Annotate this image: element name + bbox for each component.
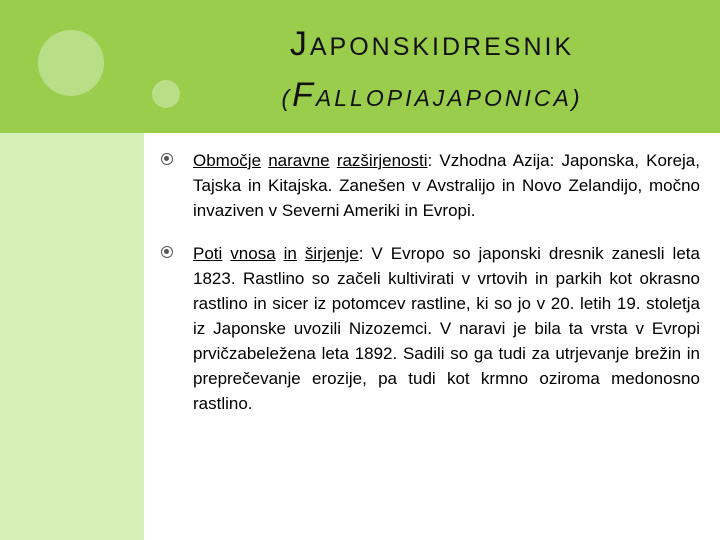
slide-content <box>160 140 700 434</box>
bullet-label-word: razširjenosti <box>336 151 428 170</box>
bullet-label-word: Območje <box>193 151 262 170</box>
bullet-label-word: Poti <box>193 244 223 263</box>
title-banner <box>0 0 720 133</box>
decorative-circle-small <box>152 80 180 108</box>
bullet-label-word: in <box>283 244 297 263</box>
bullet-text: : V Evropo so japonski dresnik zanesli leta 1823. Rastlino so začeli kultivirati v vrtovih in parkih kot okrasno rastlino in sicer iz potomcev rastline, ki so jo v 20. letih 19. stoletja iz Japonske uvozili Nizozemci. V naravi je bila ta vrsta v Evropi prvičzabeležena leta 1892. Sadili so ga tudi za utrjevanje brežin in preprečevanje erozije, pa tudi kot krmno oziroma medonosno rastlino. <box>193 244 700 413</box>
slide-title <box>252 20 612 122</box>
bullet-label-word: vnosa <box>230 244 276 263</box>
title-line-1: JAPONSKIDRESNIK <box>289 25 575 63</box>
bullet-icon <box>161 153 173 165</box>
bullet-spread <box>160 241 700 416</box>
bullet-text: : Vzhodna Azija: Japonska, Koreja, Tajska in Kitajska. Zanešen v Avstralijo in Novo Zelandijo, močno invaziven v Severni Ameriki in Evropi. <box>193 151 700 220</box>
decorative-circle-large <box>38 30 104 96</box>
title-line-2: (FALLOPIAJAPONICA) <box>281 76 583 114</box>
bullet-icon <box>161 246 173 258</box>
bullet-label-word: naravne <box>268 151 330 170</box>
bullet-label-word: širjenje <box>304 244 359 263</box>
bullet-distribution <box>160 148 700 223</box>
